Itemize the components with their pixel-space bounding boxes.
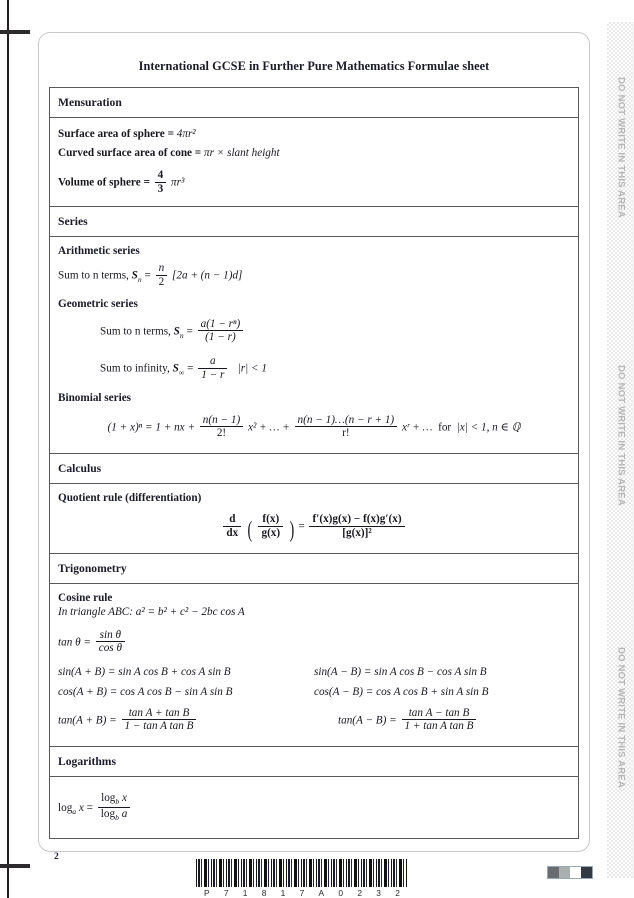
quotient-right-paren: ) [289,516,295,542]
formula-arithmetic-sum [58,262,570,288]
page-card [38,32,590,852]
page-footer [38,852,590,898]
section-body-series [50,237,578,454]
curved-surface-cone-value: πr × slant height [203,147,280,159]
binomial-term2-denominator: r! [295,426,398,440]
section-header-logarithms-label: Logarithms [58,755,116,769]
binomial-term1-denominator: 2! [200,426,243,440]
identity-tan-diff [314,707,594,733]
curved-surface-cone-label: Curved surface area of cone = [58,147,202,159]
do-not-write-notice-2: DO NOT WRITE IN THIS AREA [615,365,626,506]
binomial-term1-tail: x² + … + [247,421,290,434]
geometric-sum-n-fraction [198,318,244,344]
geometric-sn: S [173,325,180,338]
geometric-s-infinity-sub: ∞ [178,368,185,378]
formula-geometric-sum-infinity [100,355,570,381]
formula-tan-identity [58,629,570,655]
swatch-3 [570,867,581,878]
arithmetic-fraction [156,262,168,288]
barcode-digit: 2 [357,888,363,898]
arithmetic-frac-num: n [158,262,165,275]
section-header-trigonometry [50,554,578,584]
section-header-series-label: Series [58,215,88,229]
volume-sphere-denominator: 3 [155,182,167,196]
barcode-digit: 1 [280,888,286,898]
identity-sin-sum: sin(A + B) = sin A cos B + cos A sin B [58,665,231,678]
formula-curved-surface-cone [58,146,570,160]
log-den-sub: b [115,813,119,823]
identity-tan-sum [58,707,314,733]
surface-area-sphere-value: 4πr² [176,128,196,140]
sub-header-cosine-rule: Cosine rule [58,591,113,604]
barcode-digit: 8 [261,888,267,898]
formulae-table [49,87,579,839]
barcode-digits [204,888,400,898]
binomial-term1-numerator: n(n − 1) [202,413,241,426]
quotient-derivative-operator [223,513,241,539]
geometric-sum-inf-fraction [198,355,227,381]
identity-row-cosine [58,685,570,699]
section-header-mensuration [50,88,578,118]
geometric-sum-n-numerator: a(1 − rⁿ) [200,317,241,330]
quotient-equals: = [298,520,305,533]
geometric-equals: = [186,325,193,338]
formula-binomial-series [58,414,570,440]
formula-cosine-rule [58,605,570,619]
quotient-rhs-numerator: f′(x)g(x) − f(x)g′(x) [312,513,402,526]
formula-quotient-rule [58,513,570,540]
barcode [196,859,408,898]
section-body-trigonometry [50,584,578,748]
binomial-lhs: (1 + x)ⁿ = 1 + nx + [107,421,195,434]
page-number: 2 [54,852,59,862]
quotient-inner-numerator: f(x) [262,513,280,526]
barcode-digit: 7 [299,888,305,898]
swatch-2 [559,867,570,878]
log-lhs-sub: a [72,807,77,817]
barcode-digit: 3 [376,888,381,898]
identity-cos-diff: cos(A − B) = cos A cos B + sin A sin B [314,685,489,698]
arithmetic-sum-lead: Sum to n terms, [58,270,129,283]
binomial-term1-fraction [200,414,243,440]
log-num-var: x [122,792,127,805]
section-body-mensuration [50,118,578,207]
identity-tan-sum-numerator: tan A + tan B [128,706,190,719]
barcode-digit: 7 [223,888,229,898]
sub-header-quotient-rule: Quotient rule (differentiation) [58,492,202,505]
sub-header-arithmetic-series: Arithmetic series [58,245,140,258]
barcode-digit: 1 [242,888,248,898]
identity-tan-diff-denominator: 1 + tan A tan B [404,720,474,733]
swatch-4 [581,867,592,878]
change-of-base-fraction [98,792,131,823]
arithmetic-sn-sub: n [137,275,142,285]
formula-surface-area-sphere [58,127,570,141]
quotient-d-denominator: dx [223,526,241,540]
quotient-rhs-denominator: [g(x)]² [309,526,404,540]
identity-tan-diff-lhs: tan(A − B) = [338,714,397,727]
identity-sin-diff: sin(A − B) = sin A cos B − cos A sin B [314,665,487,678]
identity-tan-diff-numerator: tan A − tan B [408,706,470,719]
arithmetic-equals: = [144,270,151,283]
section-body-logarithms [50,777,578,839]
print-registration-swatches [547,866,593,879]
arithmetic-frac-den: 2 [156,275,168,289]
swatch-1 [548,867,559,878]
quotient-inner-fraction [258,513,283,539]
log-den: log [100,808,116,821]
page-title: International GCSE in Further Pure Mathematics Formulae sheet [138,59,490,73]
identity-row-tangent [58,707,570,733]
geometric-sum-inf-lead: Sum to infinity, [100,363,170,375]
section-header-calculus [50,454,578,484]
log-num-sub: b [115,797,120,807]
formula-change-of-base [58,792,570,823]
log-num: log [101,792,116,805]
volume-sphere-fraction [155,169,167,195]
formula-volume-sphere [58,169,570,195]
barcode-digit: P [204,888,210,898]
crop-mark-vertical-line [7,0,9,898]
binomial-term2-fraction [295,414,398,440]
barcode-digit: 2 [395,888,400,898]
cosine-rule-text: In triangle ABC: a² = b² + c² − 2bc cos A [58,605,245,618]
volume-sphere-numerator: 4 [157,169,164,181]
quotient-inner-denominator: g(x) [258,526,283,540]
binomial-term2-numerator: n(n − 1)…(n − r + 1) [297,413,395,426]
geometric-s-infinity: S [172,363,179,375]
geometric-sum-inf-numerator: a [209,355,216,368]
section-header-mensuration-label: Mensuration [58,96,122,109]
sub-header-geometric-series: Geometric series [58,297,138,310]
quotient-d-numerator: d [229,513,236,526]
binomial-condition: |x| < 1, n ∈ ℚ [456,421,521,434]
log-den-var: a [121,808,128,821]
arithmetic-bracket: [2a + (n − 1)d] [172,270,243,283]
log-lhs: log [58,802,73,815]
section-body-calculus [50,484,578,553]
quotient-left-paren: ( [247,516,253,542]
formula-geometric-sum-n: Sum to n terms, $S_n$ = $\frac{\text{a(1 − rⁿ)}}{(1 - r)}$ [100,318,570,344]
geometric-sum-n-denominator: (1 − r) [205,331,236,344]
geometric-inf-equals: = [187,363,194,375]
crop-mark-top [0,30,30,34]
barcode-bars [196,859,408,887]
section-header-trigonometry-label: Trigonometry [58,561,127,575]
sub-header-binomial-series: Binomial series [58,391,132,404]
log-lhs-var: x [78,802,84,815]
barcode-digit: A [318,888,325,898]
do-not-write-notice-3: DO NOT WRITE IN THIS AREA [615,647,626,788]
binomial-term2-tail: xʳ + … [401,421,433,434]
section-header-series [50,207,578,237]
arithmetic-sn: S [131,270,138,283]
do-not-write-area-strip [607,22,634,878]
identity-row-sine [58,665,570,679]
section-header-logarithms [50,747,578,777]
tan-identity-lhs: tan θ = [58,636,91,649]
geometric-condition: |r| < 1 [237,363,267,375]
section-header-calculus-label: Calculus [58,462,102,476]
crop-mark-bottom [0,864,30,868]
identity-tan-diff-fraction [402,707,477,733]
volume-sphere-tail: πr³ [171,176,185,189]
identity-tan-sum-lhs: tan(A + B) = [58,714,117,727]
geometric-sum-inf-denominator: 1 − r [201,368,225,381]
log-equals: = [86,802,93,815]
tan-identity-numerator: sin θ [99,628,122,641]
surface-area-sphere-label: Surface area of sphere = [58,128,174,140]
tan-identity-fraction [96,629,125,655]
do-not-write-notice-1: DO NOT WRITE IN THIS AREA [615,77,626,218]
volume-sphere-label: Volume of sphere = [58,176,150,189]
geometric-sum-n-lead: Sum to n terms, [100,325,171,338]
barcode-digit: 0 [338,888,344,898]
identity-tan-sum-denominator: 1 − tan A tan B [124,720,194,733]
tan-identity-denominator: cos θ [98,642,122,655]
identity-cos-sum: cos(A + B) = cos A cos B − sin A sin B [58,685,233,698]
identity-tan-sum-fraction [122,707,197,733]
quotient-rhs-fraction [309,513,404,539]
binomial-for-word: for [438,421,452,434]
